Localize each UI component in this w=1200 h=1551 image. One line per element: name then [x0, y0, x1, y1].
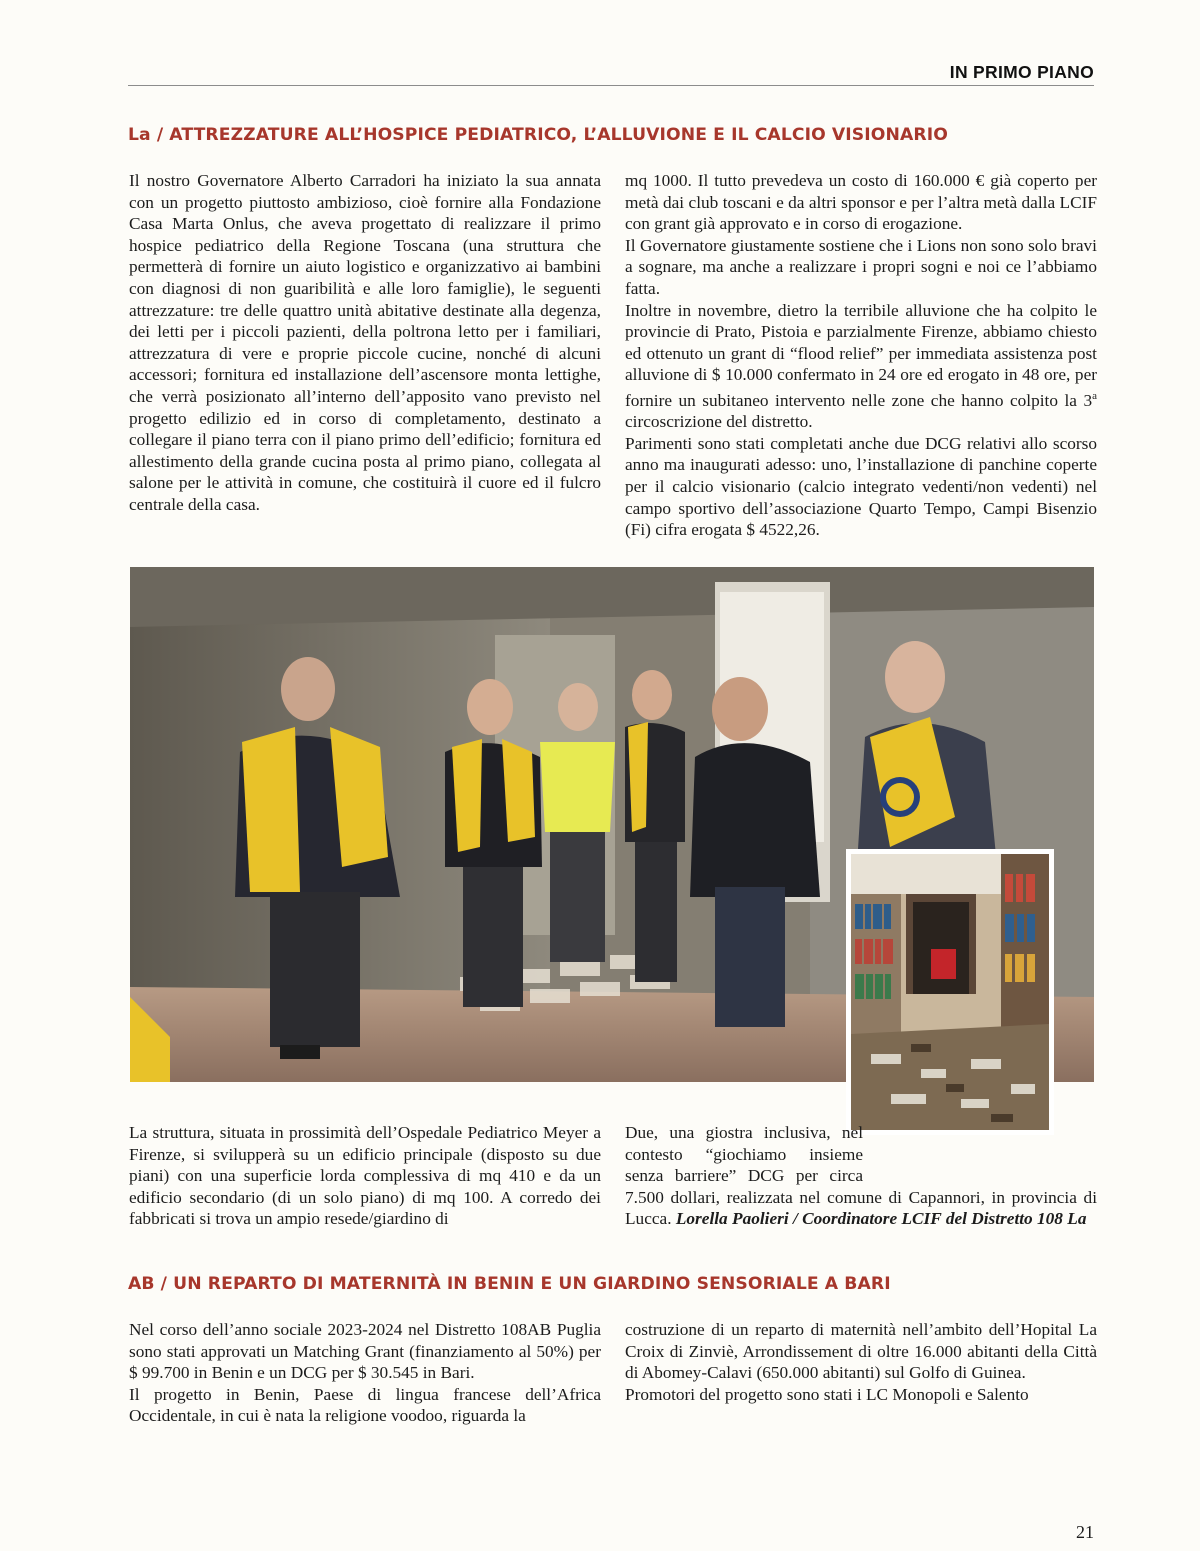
giostra-text: Due, una giostra inclusiva, nel contesto “giochiamo insieme senza barriere” DCG per circa 7.500 dollari, realizzata nel comune di Capannori, in provincia di Lucca. — [625, 1123, 1097, 1229]
article2-col1-paragraph-2: Il progetto in Benin, Paese di lingua francese dell’Africa Occidentale, in cui è nata la religione voodoo, riguarda la — [129, 1384, 601, 1426]
article1-headline: La / ATTREZZATURE ALL’HOSPICE PEDIATRICO, L’ALLUVIONE E IL CALCIO VISIONARIO — [128, 125, 948, 145]
inset-photo-illustration — [851, 854, 1049, 1130]
article1-column-1 — [129, 170, 601, 516]
article1-col3-paragraph: La struttura, situata in prossimità dell’Ospedale Pediatrico Meyer a Firenze, si svilupperà su un edificio principale (disposto su due piani) con una superficie lorda complessiva di mq 410 e da un edificio secondario (di un solo piano) di mq 100. A corredo dei fabbricati si trova un ampio resede/giardino di — [129, 1123, 601, 1229]
ordinal-superscript: a — [1092, 389, 1097, 402]
article1-col1-paragraph: Il nostro Governatore Alberto Carradori ha iniziato la sua annata con un progetto piuttosto ambizioso, cioè fornire alla Fondazione Casa Marta Onlus, che aveva progettato di realizzare il primo hospice pediatrico della Regione Toscana (una struttura che permetterà di fornire un aiuto logistico e organizzativo ai bambini con diagnosi di non guaribilità e alle loro famiglie), le seguenti attrezzature: tre delle quattro unità abitative destinate alla degenza, dei letti per i piccoli pazienti, della poltrona letto per i familiari, attrezzatura di vere e proprie piccole cucine, nonché di alcuni accessori; fornitura ed installazione dell’ascensore monta lettighe, che verrà posizionato all’interno dell’apposito vano previsto nel progetto edilizio ed in corso di completamento, destinato a collegare il piano terra con il piano primo dell’edificio; fornitura ed allestimento della grande cucina posta al primo piano, collegata al salone per le attività in comune, che costituirà il cuore ed il fulcro centrale della casa. — [129, 171, 601, 514]
article1-column-4 — [625, 1122, 1097, 1230]
inset-photo — [846, 849, 1054, 1135]
flood-relief-text: Inoltre in novembre, dietro la terribile alluvione che ha colpito le provincie di Prato, Pistoia e parzialmente Firenze, abbiamo chiesto ed ottenuto un grant di “flood relief” per immediata assistenza post alluvione di $ 10.000 confermato in 24 ore ed erogato in 48 ore, per fornire un subitaneo intervento nelle zone che hanno colpito la 3 — [625, 300, 1097, 410]
page-number: 21 — [1076, 1522, 1094, 1542]
article2-headline: AB / UN REPARTO DI MATERNITÀ IN BENIN E UN GIARDINO SENSORIALE A BARI — [128, 1274, 891, 1294]
article1-col2-paragraph-4: Parimenti sono stati completati anche due DCG relativi allo scorso anno ma inaugurati adesso: uno, l’installazione di panchine coperte per il calcio visionario (calcio integrato vedenti/non vedenti) nel campo sportivo dell’associazione Quarto Tempo, Campi Bisenzio (Fi) cifra erogata $ 4522,26. — [625, 433, 1097, 540]
inset-wrap-space — [863, 1122, 1097, 1166]
article1-col2-paragraph-3 — [625, 300, 1097, 433]
article2-column-2 — [625, 1319, 1097, 1405]
article2-col1-paragraph-1: Nel corso dell’anno sociale 2023-2024 nel Distretto 108AB Puglia sono stati approvati un Matching Grant (finanziamento al 50%) per $ 99.700 in Benin e un DCG per $ 30.545 in Bari. — [129, 1320, 601, 1383]
article2-column-1 — [129, 1319, 601, 1427]
article1-col2-paragraph-1: mq 1000. Il tutto prevedeva un costo di 160.000 € già coperto per metà dai club toscani e da altri sponsor e per l’altra metà dalla LCIF con grant già approvato e in corso di erogazione. — [625, 171, 1097, 234]
article1-column-2 — [625, 170, 1097, 541]
article1-column-3 — [129, 1122, 601, 1230]
section-label: IN PRIMO PIANO — [949, 62, 1094, 82]
article2-col2-paragraph-1: costruzione di un reparto di maternità nell’ambito dell’Hopital La Croix di Zinviè, Arrondissement di oltre 16.000 abitanti della Città di Abomey-Calavi (650.000 abitanti) sul Golfo di Guinea. — [625, 1320, 1097, 1383]
article2-col2-paragraph-2: Promotori del progetto sono stati i LC Monopoli e Salento — [625, 1384, 1029, 1404]
article1-col2-paragraph-2: Il Governatore giustamente sostiene che i Lions non sono solo bravi a sognare, ma anche a realizzare i propri sogni e noi ce l’abbiamo fatta. — [625, 235, 1097, 298]
author-signature: Lorella Paolieri / Coordinatore LCIF del Distretto 108 La — [675, 1209, 1087, 1229]
flood-relief-text-end: circoscrizione del distretto. — [625, 412, 813, 432]
header-rule — [128, 85, 1094, 86]
